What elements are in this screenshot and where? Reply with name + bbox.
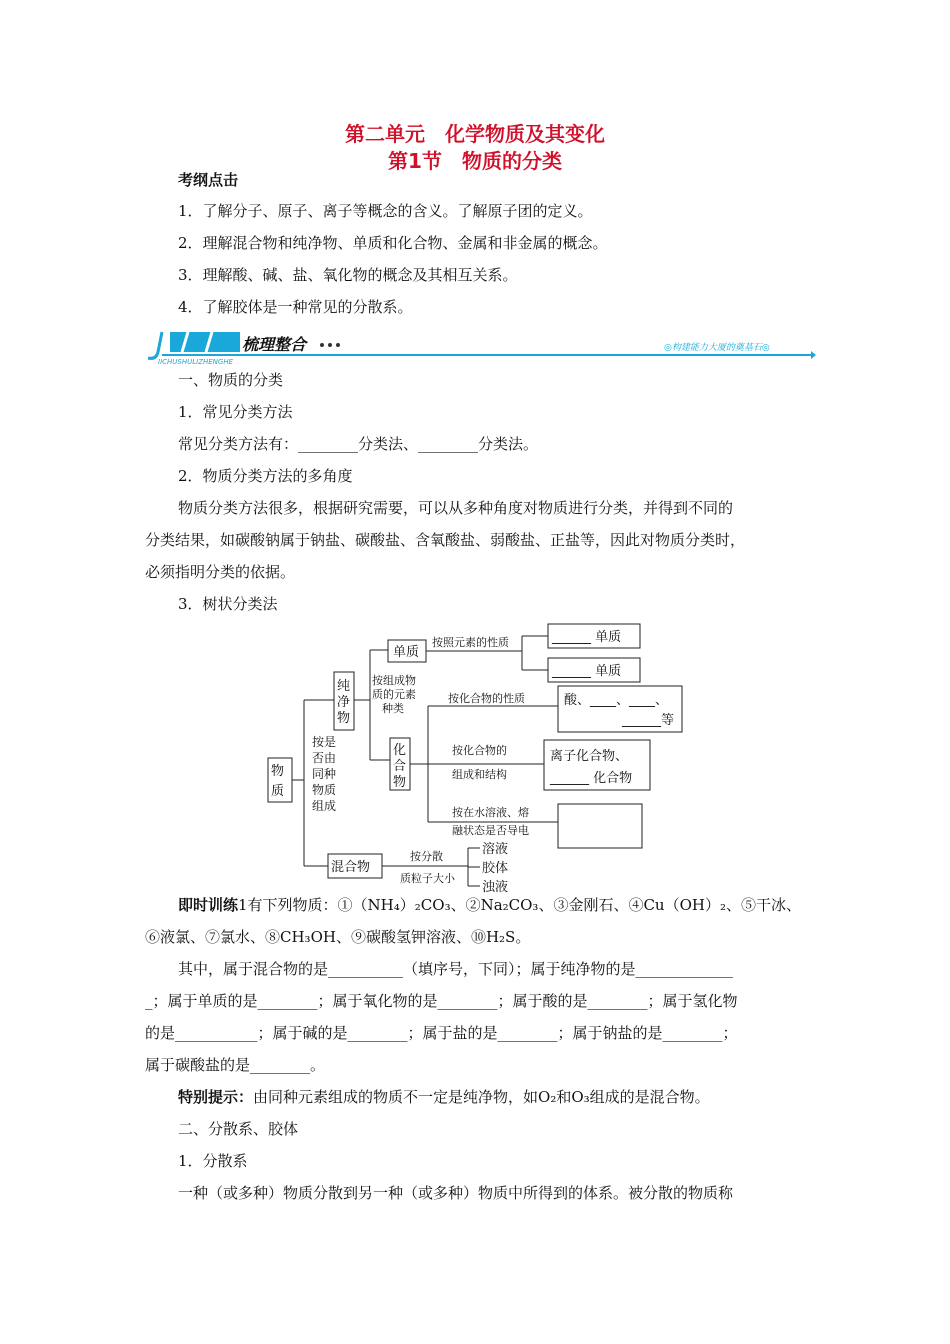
acid-box-line1: 酸、____、____、 <box>564 693 669 708</box>
paragraph-line: 必须指明分类的依据。 <box>145 563 296 581</box>
compound-label: 合 <box>393 759 407 774</box>
sec2-title: 二、分散系、胶体 <box>178 1120 299 1138</box>
element-criterion-label: 种类 <box>382 702 404 715</box>
criterion1-label: 同种 <box>312 767 337 781</box>
kaogang-item: 3．理解酸、碱、盐、氧化物的概念及其相互关系。 <box>178 266 518 284</box>
kaogang-heading: 考纲点击 <box>178 171 239 189</box>
section-title: 第1节 物质的分类 <box>388 149 562 173</box>
classification-tree <box>262 620 692 900</box>
element-criterion-label: 按组成物 <box>372 674 416 687</box>
sec1-sub1-text: 常见分类方法有：________分类法、________分类法。 <box>178 435 539 453</box>
element-criterion-label: 质的元素 <box>372 688 416 701</box>
colloid-label: 胶体 <box>482 861 509 876</box>
particle-label: 质粒子大小 <box>400 872 455 885</box>
root-label: 质 <box>271 784 285 799</box>
banner-dot <box>336 343 340 347</box>
composition-label: 组成和结构 <box>452 768 507 781</box>
kaogang-item: 2．理解混合物和纯净物、单质和化合物、金属和非金属的概念。 <box>178 234 608 252</box>
sec1-sub1: 1．常见分类方法 <box>178 403 293 421</box>
tip-text: 由同种元素组成的物质不一定是纯净物，如O₂和O₃组成的是混合物。 <box>253 1088 710 1106</box>
sec2-sub1-text: 一种（或多种）物质分散到另一种（或多种）物质中所得到的体系。被分散的物质称 <box>178 1184 734 1202</box>
elemental-blank-2: ______ 单质 <box>552 664 622 679</box>
banner-arrow <box>811 351 816 359</box>
solution-label: 溶液 <box>482 842 509 857</box>
exercise-line: 的是___________；属于碱的是________；属于盐的是________；属于钠盐的是________； <box>145 1024 738 1042</box>
criterion1-label: 物质 <box>312 783 337 797</box>
pure-label: 物 <box>337 711 351 726</box>
conductivity-label: 按在水溶液、熔 <box>452 806 529 819</box>
unit-title: 第二单元 化学物质及其变化 <box>345 122 605 146</box>
ionic-box-line2: ______ 化合物 <box>550 771 633 786</box>
exercise-text: 1有下列物质：①（NH₄）₂CO₃、②Na₂CO₃、③金刚石、④Cu（OH）₂、⑤干冰、 <box>238 896 801 914</box>
paragraph-line: 物质分类方法很多，根据研究需要，可以从多种角度对物质进行分类，并得到不同的 <box>178 499 734 517</box>
tree-svg <box>262 620 692 900</box>
element-property-label: 按照元素的性质 <box>432 636 509 649</box>
banner-slogan: ◎构建能力大厦的奠基石◎ <box>664 343 770 353</box>
conductivity-box <box>558 804 642 848</box>
banner-pinyin: JICHUSHULIZHENGHE <box>158 358 234 364</box>
pure-label: 纯 <box>337 679 351 694</box>
criterion1-label: 否由 <box>312 751 337 765</box>
mixture-label: 混合物 <box>331 860 371 875</box>
tip-line <box>178 1087 710 1107</box>
criterion1-label: 组成 <box>312 799 337 813</box>
exercise-line: _；属于单质的是________；属于氧化物的是________；属于酸的是________；属于氢化物 <box>145 992 738 1010</box>
pure-label: 净 <box>337 695 351 710</box>
sec1-sub2: 2．物质分类方法的多角度 <box>178 467 353 485</box>
section-banner <box>146 330 816 364</box>
tip-label: 特别提示： <box>178 1088 254 1106</box>
kaogang-item: 1．了解分子、原子、离子等概念的含义。了解原子团的定义。 <box>178 202 593 220</box>
elemental-label: 单质 <box>393 645 420 660</box>
particle-label: 按分散 <box>410 850 443 863</box>
elemental-blank-1: ______ 单质 <box>552 630 622 645</box>
ionic-box-line1: 离子化合物、 <box>550 749 629 764</box>
compound-label: 化 <box>393 743 407 758</box>
sec1-sub3: 3．树状分类法 <box>178 595 278 613</box>
criterion1-label: 按是 <box>312 735 337 749</box>
kaogang-item: 4．了解胶体是一种常见的分散系。 <box>178 298 413 316</box>
banner-dot <box>320 343 324 347</box>
composition-label: 按化合物的 <box>452 744 507 757</box>
exercise-line: 其中，属于混合物的是__________（填序号，下同）；属于纯净物的是_____________ <box>178 960 734 978</box>
acid-box-line2: ______等 <box>622 713 675 728</box>
banner-j-logo <box>148 332 162 358</box>
sec2-sub1: 1．分散系 <box>178 1152 248 1170</box>
compound-property-label: 按化合物的性质 <box>448 692 525 705</box>
root-label: 物 <box>271 764 285 779</box>
conductivity-label: 融状态是否导电 <box>452 824 529 837</box>
paragraph-line: 分类结果，如碳酸钠属于钠盐、碳酸盐、含氧酸盐、弱酸盐、正盐等，因此对物质分类时， <box>145 531 746 549</box>
exercise-line <box>178 895 801 915</box>
banner-bar <box>170 332 240 352</box>
sec1-title: 一、物质的分类 <box>178 371 284 389</box>
compound-label: 物 <box>393 775 407 790</box>
exercise-label: 即时训练 <box>178 896 239 914</box>
exercise-line: ⑥液氯、⑦氯水、⑧CH₃OH、⑨碳酸氢钾溶液、⑩H₂S。 <box>145 928 531 946</box>
exercise-line: 属于碳酸盐的是________。 <box>145 1056 326 1074</box>
banner-dot <box>328 343 332 347</box>
banner-graphic <box>146 330 816 364</box>
banner-title: 梳理整合 <box>242 335 307 354</box>
suspension-label: 浊液 <box>482 880 509 895</box>
